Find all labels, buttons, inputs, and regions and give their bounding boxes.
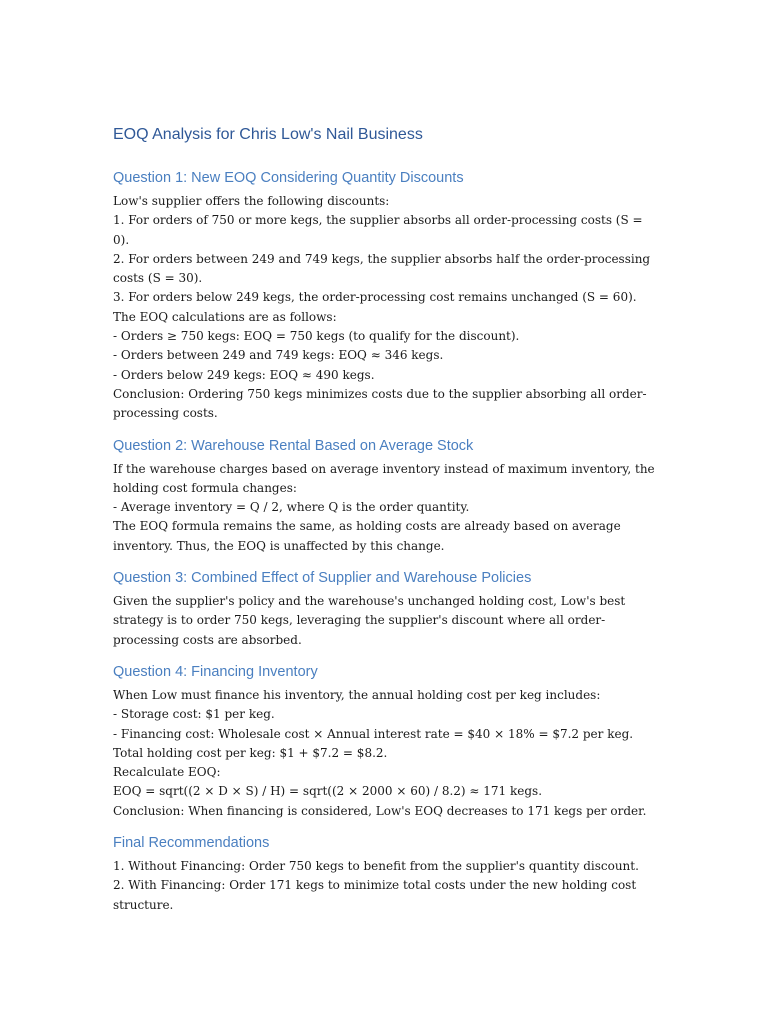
paragraph-line: 2. With Financing: Order 171 kegs to minimize total costs under the new holding cost structure. bbox=[113, 878, 637, 912]
paragraph-line: When Low must finance his inventory, the annual holding cost per keg includes: bbox=[113, 687, 601, 702]
paragraph-line: - Average inventory = Q / 2, where Q is the order quantity. bbox=[113, 500, 470, 515]
section-heading: Final Recommendations bbox=[113, 835, 270, 852]
paragraph-line: Low's supplier offers the following discounts: bbox=[113, 194, 390, 208]
section-question-2 bbox=[113, 436, 658, 556]
paragraph-line: Conclusion: Ordering 750 kegs minimizes costs due to the supplier absorbing all order-processing costs. bbox=[113, 386, 647, 421]
paragraph-line: - Storage cost: $1 per keg. bbox=[113, 707, 275, 722]
paragraph-line: Recalculate EOQ: bbox=[113, 765, 221, 780]
paragraph-line: - Orders ≥ 750 kegs: EOQ = 750 kegs (to qualify for the discount). bbox=[113, 329, 520, 344]
paragraph-line: 1. For orders of 750 or more kegs, the supplier absorbs all order-processing costs (S = 0). bbox=[113, 213, 643, 247]
section-question-4 bbox=[113, 662, 658, 821]
paragraph-line: 1. Without Financing: Order 750 kegs to benefit from the supplier's quantity discount. bbox=[113, 859, 639, 874]
paragraph-line: Given the supplier's policy and the warehouse's unchanged holding cost, Low's best strategy is to order 750 kegs, leveraging the supplier's discount where all order-processing costs are absorbed. bbox=[113, 594, 626, 647]
paragraph-line: Total holding cost per keg: $1 + $7.2 = $8.2. bbox=[113, 745, 388, 760]
paragraph-line: 3. For orders below 249 kegs, the order-processing cost remains unchanged (S = 60). bbox=[113, 290, 637, 305]
paragraph-line: The EOQ formula remains the same, as holding costs are already based on average inventory. Thus, the EOQ is unaffected by this change. bbox=[113, 519, 621, 553]
paragraph-line: - Financing cost: Wholesale cost × Annual interest rate = $40 × 18% = $7.2 per keg. bbox=[113, 726, 634, 741]
paragraph-line: - Orders between 249 and 749 kegs: EOQ ≈ 346 kegs. bbox=[113, 348, 444, 363]
section-heading: Question 3: Combined Effect of Supplier and Warehouse Policies bbox=[113, 570, 532, 587]
paragraph-line: Conclusion: When financing is considered, Low's EOQ decreases to 171 kegs per order. bbox=[113, 803, 647, 818]
document-title: EOQ Analysis for Chris Low's Nail Business bbox=[113, 126, 423, 143]
section-final-recommendations bbox=[113, 833, 658, 915]
paragraph-line: 2. For orders between 249 and 749 kegs, the supplier absorbs half the order-processing costs (S = 30). bbox=[113, 251, 651, 286]
section-heading: Question 2: Warehouse Rental Based on Average Stock bbox=[113, 437, 474, 454]
paragraph-line: - Orders below 249 kegs: EOQ ≈ 490 kegs. bbox=[113, 367, 375, 382]
section-question-3 bbox=[113, 568, 658, 650]
section-heading: Question 4: Financing Inventory bbox=[113, 663, 318, 680]
paragraph-line: If the warehouse charges based on average inventory instead of maximum inventory, the holding cost formula changes: bbox=[113, 461, 655, 495]
document-body bbox=[113, 124, 658, 927]
paragraph-line: The EOQ calculations are as follows: bbox=[113, 309, 337, 324]
section-question-1 bbox=[113, 168, 658, 424]
paragraph-line: EOQ = sqrt((2 × D × S) / H) = sqrt((2 × 2000 × 60) / 8.2) ≈ 171 kegs. bbox=[113, 784, 543, 799]
section-heading: Question 1: New EOQ Considering Quantity Discounts bbox=[113, 170, 464, 186]
